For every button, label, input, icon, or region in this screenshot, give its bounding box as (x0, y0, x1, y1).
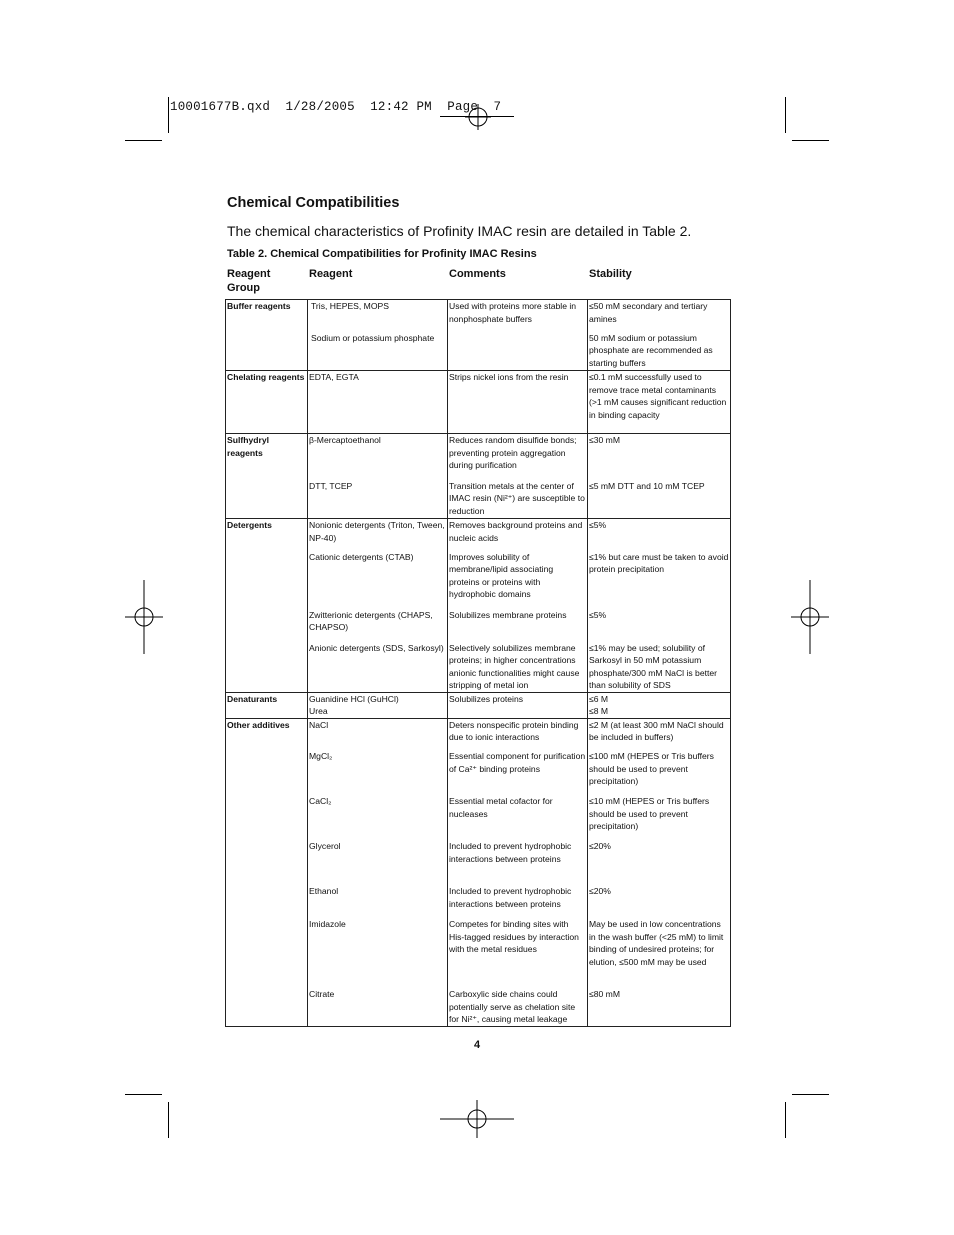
reagent-group-cell (226, 551, 308, 609)
reagent-cell (308, 551, 448, 609)
stability-text: ≤8 M (589, 706, 609, 716)
stability-cell (588, 918, 731, 988)
reagent-group-cell (226, 642, 308, 693)
reagent-text: Imidazole (309, 919, 346, 929)
stability-cell (588, 692, 731, 718)
comments-text: Solubilizes proteins (449, 693, 524, 704)
reagent-cell (308, 795, 448, 840)
comments-cell (448, 551, 588, 609)
reagent-group-cell: Detergents (226, 519, 308, 551)
reagent-text: Sodium or potassium phosphate (311, 332, 435, 343)
reagent-text: Urea (309, 706, 328, 716)
reagent-group-cell (226, 332, 308, 371)
reagent-cell (308, 480, 448, 519)
table-body (226, 300, 731, 1027)
comments-cell (448, 642, 588, 693)
header-reagent-group: Reagent Group (227, 268, 271, 294)
stability-cell (588, 840, 731, 885)
reagent-cell (308, 371, 448, 434)
comments-cell (448, 885, 588, 918)
comments-cell (448, 609, 588, 642)
stability-cell (588, 718, 731, 750)
page-number: 4 (474, 1039, 481, 1051)
table-row (226, 434, 731, 480)
stability-text: ≤1% may be used; solubility of Sarkosyl in 50 mM potassium phosphate/300 mM NaCl is better than solubility of SDS (589, 642, 718, 690)
stability-text: ≤20% (589, 886, 611, 896)
table-row (226, 692, 731, 718)
reagent-text: Nonionic detergents (Triton, Tween, NP-40) (309, 520, 445, 543)
comments-cell (448, 840, 588, 885)
stability-text: ≤1% but care must be taken to avoid protein precipitation (589, 551, 729, 574)
header-comments: Comments (449, 268, 506, 280)
stability-cell (588, 988, 731, 1026)
registration-mark-bottom-icon (440, 1100, 514, 1138)
stability-cell (588, 642, 731, 693)
stability-text: ≤30 mM (589, 435, 620, 445)
reagent-group-cell (226, 840, 308, 885)
comments-text: Strips nickel ions from the resin (449, 372, 569, 382)
table-row (226, 332, 731, 371)
reagent-text: Anionic detergents (SDS, Sarkosyl) (309, 642, 444, 653)
reagent-group-cell (226, 480, 308, 519)
stability-cell (588, 519, 731, 551)
table-row (226, 300, 731, 332)
comments-cell (448, 988, 588, 1026)
table-row (226, 885, 731, 918)
reagent-cell (308, 300, 448, 332)
stability-text: ≤5 mM DTT and 10 mM TCEP (589, 480, 705, 491)
reagent-text: Citrate (309, 989, 335, 999)
reagent-text: CaCl₂ (309, 796, 332, 806)
reagent-cell (308, 519, 448, 551)
stability-text: ≤6 M (589, 693, 609, 704)
comments-text: Selectively solubilizes membrane proteins; in higher concentrations anionic functionalities might cause stripping of metal ion (449, 642, 580, 690)
reagent-cell (308, 609, 448, 642)
reagent-group-cell: Sulfhydryl reagents (226, 434, 308, 480)
stability-cell (588, 434, 731, 480)
registration-mark-top-icon (465, 104, 491, 130)
reagent-cell (308, 434, 448, 480)
stability-text: ≤100 mM (HEPES or Tris buffers should be used to prevent precipitation) (589, 751, 714, 786)
table-row (226, 609, 731, 642)
stability-cell (588, 795, 731, 840)
table-row (226, 750, 731, 795)
stability-text: ≤5% (589, 609, 607, 620)
reagent-text: DTT, TCEP (309, 480, 353, 491)
header-reagent: Reagent (309, 268, 353, 280)
comments-cell (448, 692, 588, 718)
table-row (226, 480, 731, 519)
comments-text: Included to prevent hydrophobic interactions between proteins (449, 886, 572, 909)
reagent-text: Tris, HEPES, MOPS (311, 301, 389, 311)
stability-text: ≤2 M (at least 300 mM NaCl should be included in buffers) (589, 719, 724, 742)
reagent-group-cell (226, 918, 308, 988)
header-stability: Stability (589, 268, 632, 280)
comments-cell (448, 750, 588, 795)
stability-text: ≤0.1 mM successfully used to remove trace metal contaminants (>1 mM causes significant reduction in binding capacity (589, 372, 727, 420)
reagent-group-cell (226, 885, 308, 918)
reagent-group-cell: Other additives (226, 718, 308, 750)
intro-paragraph: The chemical characteristics of Profinity IMAC resin are detailed in Table 2. (227, 223, 692, 239)
table-row (226, 840, 731, 885)
comments-text: Solubilizes membrane proteins (449, 609, 567, 620)
reagent-group-cell (226, 988, 308, 1026)
reagent-text: Cationic detergents (CTAB) (309, 551, 414, 562)
comments-text: Transition metals at the center of IMAC resin (Ni²⁺) are susceptible to reduction (449, 480, 585, 516)
reagent-text: EDTA, EGTA (309, 372, 359, 382)
reagent-cell (308, 918, 448, 988)
table-row (226, 642, 731, 693)
chemical-compatibility-table (225, 299, 731, 1027)
comments-text: Competes for binding sites with His-tagged residues by interaction with the metal residues (449, 919, 579, 954)
reagent-group-cell: Buffer reagents (226, 300, 308, 332)
reagent-group-cell (226, 795, 308, 840)
reagent-cell (308, 692, 448, 718)
comments-cell (448, 300, 588, 332)
comments-text: Reduces random disulfide bonds; preventing protein aggregation during purification (449, 435, 577, 470)
comments-cell (448, 371, 588, 434)
reagent-text: Ethanol (309, 886, 339, 896)
reagent-text: MgCl₂ (309, 751, 333, 761)
comments-text: Essential metal cofactor for nucleases (449, 796, 553, 819)
comments-text: Carboxylic side chains could potentially serve as chelation site for Ni²⁺, causing metal leakage (449, 989, 576, 1024)
reagent-text: Zwitterionic detergents (CHAPS, CHAPSO) (309, 609, 433, 632)
stability-text: ≤20% (589, 841, 611, 851)
table-row (226, 551, 731, 609)
comments-text: Removes background proteins and nucleic acids (449, 520, 583, 543)
reagent-group-cell (226, 750, 308, 795)
reagent-group-cell (226, 609, 308, 642)
comments-cell (448, 795, 588, 840)
table-row (226, 371, 731, 434)
comments-cell (448, 434, 588, 480)
reagent-cell (308, 840, 448, 885)
stability-cell (588, 371, 731, 434)
comments-cell (448, 519, 588, 551)
reagent-cell (308, 642, 448, 693)
reagent-cell (308, 750, 448, 795)
stability-cell (588, 750, 731, 795)
stability-cell (588, 609, 731, 642)
table-row (226, 795, 731, 840)
stability-cell (588, 332, 731, 371)
table-row (226, 988, 731, 1026)
comments-cell (448, 918, 588, 988)
stability-cell (588, 885, 731, 918)
reagent-text: NaCl (309, 719, 329, 730)
comments-text: Used with proteins more stable in nonphosphate buffers (449, 301, 577, 324)
reagent-cell (308, 332, 448, 371)
comments-text: Essential component for purification of Ca²⁺ binding proteins (449, 751, 586, 774)
comments-cell (448, 480, 588, 519)
stability-text: May be used in low concentrations in the wash buffer (<25 mM) to limit binding of undesired proteins; for elution, ≤500 mM may be used (589, 919, 724, 967)
comments-cell (448, 718, 588, 750)
table-caption: Table 2. Chemical Compatibilities for Profinity IMAC Resins (227, 248, 537, 260)
reagent-cell (308, 718, 448, 750)
stability-text: ≤80 mM (589, 989, 620, 999)
file-slug: 10001677B.qxd 1/28/2005 12:42 PM Page 7 (170, 100, 502, 114)
comments-text: Included to prevent hydrophobic interactions between proteins (449, 841, 572, 864)
reagent-text: Glycerol (309, 841, 341, 851)
reagent-group-cell: Chelating reagents (226, 371, 308, 434)
stability-cell (588, 300, 731, 332)
reagent-cell (308, 988, 448, 1026)
reagent-cell (308, 885, 448, 918)
comments-text: Improves solubility of membrane/lipid associating proteins or proteins with hydrophobic domains (449, 551, 554, 599)
section-title: Chemical Compatibilities (227, 195, 400, 211)
table-row (226, 519, 731, 551)
stability-cell (588, 551, 731, 609)
stability-text: ≤50 mM secondary and tertiary amines (589, 301, 708, 324)
reagent-text: β-Mercaptoethanol (309, 435, 381, 445)
table-row (226, 918, 731, 988)
stability-text: 50 mM sodium or potassium phosphate are recommended as starting buffers (589, 332, 713, 368)
registration-mark-left-icon (125, 580, 163, 654)
registration-mark-right-icon (791, 580, 829, 654)
reagent-text: Guanidine HCl (GuHCl) (309, 693, 399, 704)
comments-text: Deters nonspecific protein binding due to ionic interactions (449, 719, 579, 742)
table-row (226, 718, 731, 750)
reagent-group-cell: Denaturants (226, 692, 308, 718)
stability-text: ≤10 mM (HEPES or Tris buffers should be used to prevent precipitation) (589, 796, 710, 831)
stability-text: ≤5% (589, 520, 607, 530)
comments-cell (448, 332, 588, 371)
stability-cell (588, 480, 731, 519)
